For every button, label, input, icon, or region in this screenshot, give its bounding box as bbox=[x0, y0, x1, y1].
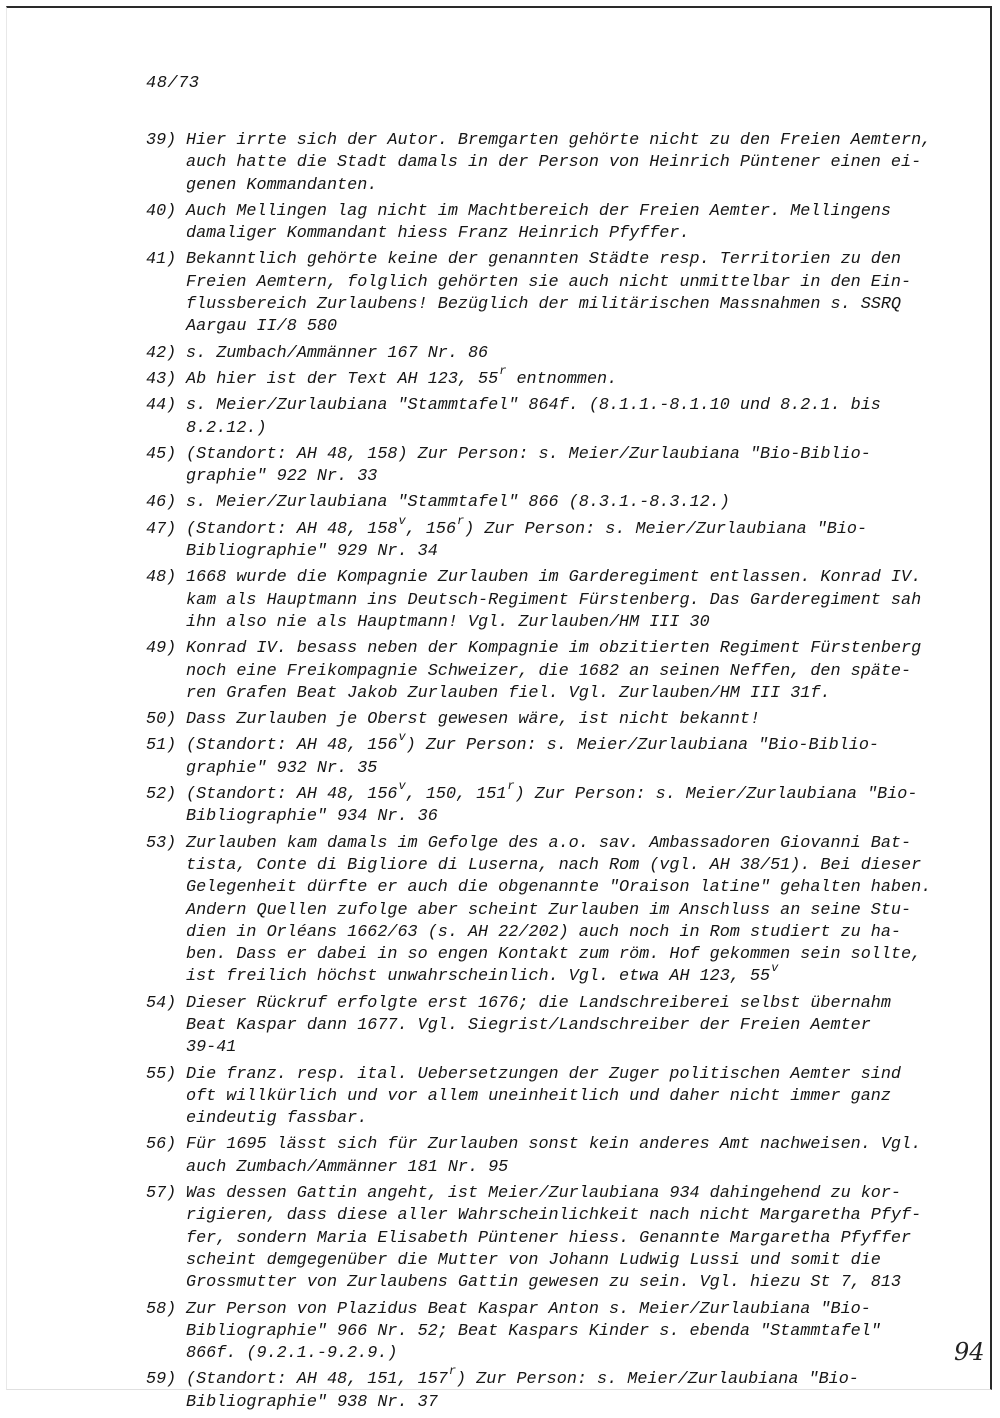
footnote bbox=[146, 395, 946, 440]
footnote-text bbox=[186, 833, 946, 989]
footnote-number: 51) bbox=[146, 736, 177, 756]
footnote-text bbox=[186, 130, 946, 197]
footnote-number: 52) bbox=[146, 785, 177, 805]
footnote-text bbox=[186, 1183, 946, 1294]
footnote-line: (Standort: AH 48, 151, 157r) Zur Person: s. Meier/Zurlaubiana "Bio- bbox=[186, 1364, 859, 1390]
footnote bbox=[146, 343, 946, 365]
footnote-line: Grossmutter von Zurlaubens Gattin gewesen zu sein. Vgl. hiezu St 7, 813 bbox=[186, 1273, 901, 1293]
footnote-line: ist freilich höchst unwahrscheinlich. Vgl. etwa AH 123, 55v bbox=[186, 961, 779, 987]
footnote-text bbox=[186, 709, 946, 731]
footnote-text bbox=[186, 1364, 946, 1414]
footnote-text bbox=[186, 343, 946, 365]
footnote bbox=[146, 130, 946, 197]
footnote-line: Die franz. resp. ital. Uebersetzungen der Zuger politischen Aemter sind bbox=[186, 1064, 901, 1084]
footnote-line: damaliger Kommandant hiess Franz Heinrich Pfyffer. bbox=[186, 224, 690, 244]
footnote-line: noch eine Freikompagnie Schweizer, die 1682 an seinen Neffen, den späte- bbox=[186, 661, 912, 681]
footnote-line: 39-41 bbox=[186, 1038, 237, 1058]
footnote bbox=[146, 492, 946, 514]
footnote-line: (Standort: AH 48, 156v, 150, 151r) Zur Person: s. Meier/Zurlaubiana "Bio- bbox=[186, 779, 918, 805]
footnote-text bbox=[186, 444, 946, 489]
footnote bbox=[146, 638, 946, 705]
footnote-line: dien in Orléans 1662/63 (s. AH 22/202) auch noch in Rom studiert zu ha- bbox=[186, 922, 901, 942]
footnote-line: Dass Zurlauben je Oberst gewesen wäre, ist nicht bekannt! bbox=[186, 710, 761, 730]
footnote-line: (Standort: AH 48, 156v) Zur Person: s. Meier/Zurlaubiana "Bio-Biblio- bbox=[186, 730, 879, 756]
text-run: ) Zur Person: s. Meier/Zurlaubiana "Bio- bbox=[456, 1370, 859, 1390]
text-run: ) Zur Person: s. Meier/Zurlaubiana "Bio- bbox=[464, 519, 868, 539]
footnote-text bbox=[186, 395, 946, 440]
text-run: (Standort: AH 48, 156 bbox=[186, 736, 398, 756]
footnote-line: Andern Quellen zufolge aber scheint Zurlauben im Anschluss an seine Stu- bbox=[186, 900, 912, 920]
footnote bbox=[146, 363, 946, 391]
footnote-line: scheint demgegenüber die Mutter von Johann Ludwig Lussi und somit die bbox=[186, 1250, 881, 1270]
footnote-text bbox=[186, 567, 946, 634]
footnote-line: Zur Person von Plazidus Beat Kaspar Anton s. Meier/Zurlaubiana "Bio- bbox=[186, 1299, 871, 1319]
text-run: ) Zur Person: s. Meier/Zurlaubiana "Bio- bbox=[514, 785, 918, 805]
footnote-line: Bibliographie" 929 Nr. 34 bbox=[186, 542, 438, 562]
page-number: 48/73 bbox=[146, 74, 200, 93]
footnote-number: 41) bbox=[146, 250, 177, 270]
footnote-line: (Standort: AH 48, 158v, 156r) Zur Person: s. Meier/Zurlaubiana "Bio- bbox=[186, 513, 868, 539]
footnote-line: Ab hier ist der Text AH 123, 55r entnommen. bbox=[186, 363, 618, 389]
text-run: entnommen. bbox=[506, 369, 618, 389]
text-run: ist freilich höchst unwahrscheinlich. Vgl. etwa AH 123, 55 bbox=[186, 967, 771, 987]
footnote-line: kam als Hauptmann ins Deutsch-Regiment Fürstenberg. Das Garderegiment sah bbox=[186, 590, 922, 610]
footnote-line: Dieser Rückruf erfolgte erst 1676; die Landschreiberei selbst übernahm bbox=[186, 993, 891, 1013]
footnote bbox=[146, 513, 946, 564]
footnote-line: Hier irrte sich der Autor. Bremgarten gehörte nicht zu den Freien Aemtern, bbox=[186, 131, 932, 150]
text-run: Ab hier ist der Text AH 123, 55 bbox=[186, 369, 499, 389]
footnote-line: genen Kommandanten. bbox=[186, 175, 378, 195]
footnote-number: 45) bbox=[146, 444, 177, 464]
footnote-line: Zurlauben kam damals im Gefolge des a.o. sav. Ambassadoren Giovanni Bat- bbox=[186, 833, 912, 853]
footnote-text bbox=[186, 492, 946, 514]
footnote-line: graphie" 922 Nr. 33 bbox=[186, 467, 378, 487]
footnote-line: Bekanntlich gehörte keine der genannten Städte resp. Territorien zu den bbox=[186, 250, 901, 270]
footnote-line: Gelegenheit dürfte er auch die obgenannte "Oraison latine" gehalten haben. bbox=[186, 878, 932, 898]
footnote-line: graphie" 932 Nr. 35 bbox=[186, 758, 378, 778]
footnote-number: 56) bbox=[146, 1135, 177, 1155]
footnote-number: 50) bbox=[146, 710, 177, 730]
footnote-number: 40) bbox=[146, 201, 177, 221]
footnote-number: 46) bbox=[146, 493, 177, 513]
text-run: , 150, 151 bbox=[405, 785, 507, 805]
text-run: ) Zur Person: s. Meier/Zurlaubiana "Bio-Biblio- bbox=[405, 736, 879, 756]
footnote-line: 866f. (9.2.1.-9.2.9.) bbox=[186, 1344, 398, 1364]
text-run: , 156 bbox=[405, 519, 457, 539]
footnote-line: ihn also nie als Hauptmann! Vgl. Zurlauben/HM III 30 bbox=[186, 612, 710, 632]
footnote-number: 44) bbox=[146, 396, 177, 416]
footnote-text bbox=[186, 730, 946, 780]
footnote-line: Bibliographie" 966 Nr. 52; Beat Kaspars Kinder s. ebenda "Stammtafel" bbox=[186, 1321, 881, 1341]
footnote-text bbox=[186, 1134, 946, 1179]
footnote-line: ren Grafen Beat Jakob Zurlauben fiel. Vgl. Zurlauben/HM III 31f. bbox=[186, 683, 831, 703]
footnote-line: tista, Conte di Bigliore di Luserna, nach Rom (vgl. AH 38/51). Bei dieser bbox=[186, 855, 922, 875]
footnote-number: 58) bbox=[146, 1299, 177, 1319]
footnote bbox=[146, 709, 946, 731]
footnote-text bbox=[186, 249, 946, 338]
footnote-number: 43) bbox=[146, 369, 177, 389]
footnote bbox=[146, 833, 946, 989]
footnote-line: Freien Aemtern, folglich gehörten sie auch nicht unmittelbar in den Ein- bbox=[186, 272, 912, 292]
footnote bbox=[146, 1299, 946, 1366]
footnote-line: rigieren, dass diese aller Wahrscheinlichkeit nach nicht Margaretha Pfyf- bbox=[186, 1206, 922, 1226]
footnote bbox=[146, 1183, 946, 1294]
footnote-line: 1668 wurde die Kompagnie Zurlauben im Garderegiment entlassen. Konrad IV. bbox=[186, 568, 922, 588]
footnote-number: 53) bbox=[146, 833, 177, 853]
footnote-number: 55) bbox=[146, 1064, 177, 1084]
footnote-line: Was dessen Gattin angeht, ist Meier/Zurlaubiana 934 dahingehend zu kor- bbox=[186, 1184, 901, 1204]
footnote bbox=[146, 444, 946, 489]
footnote-text bbox=[186, 363, 946, 391]
footnote bbox=[146, 1364, 946, 1414]
footnote-line: 8.2.12.) bbox=[186, 418, 267, 438]
footnote-number: 57) bbox=[146, 1184, 177, 1204]
footnote-text bbox=[186, 1064, 946, 1131]
text-run: (Standort: AH 48, 158 bbox=[186, 519, 398, 539]
footnote-line: Für 1695 lässt sich für Zurlauben sonst kein anderes Amt nachweisen. Vgl. bbox=[186, 1135, 922, 1155]
footnote-line: auch Zumbach/Ammänner 181 Nr. 95 bbox=[186, 1157, 509, 1177]
footnote-line: Beat Kaspar dann 1677. Vgl. Siegrist/Landschreiber der Freien Aemter bbox=[186, 1015, 871, 1035]
footnote-number: 42) bbox=[146, 343, 177, 363]
footnote-text bbox=[186, 1299, 946, 1366]
footnote-line: Aargau II/8 580 bbox=[186, 317, 338, 337]
footnote bbox=[146, 249, 946, 338]
footnote bbox=[146, 779, 946, 829]
footnote bbox=[146, 201, 946, 246]
footnote-number: 47) bbox=[146, 519, 177, 539]
footnote bbox=[146, 993, 946, 1060]
footnote-line: oft willkürlich und vor allem uneinheitlich und daher nicht immer ganz bbox=[186, 1086, 891, 1106]
text-run: (Standort: AH 48, 151, 157 bbox=[186, 1370, 448, 1390]
footnote-line: Auch Mellingen lag nicht im Machtbereich der Freien Aemter. Mellingens bbox=[186, 201, 891, 221]
footnote-number: 59) bbox=[146, 1370, 177, 1390]
footnote bbox=[146, 567, 946, 634]
text-run: (Standort: AH 48, 156 bbox=[186, 785, 398, 805]
footnote-number: 49) bbox=[146, 639, 177, 659]
footnote bbox=[146, 1064, 946, 1131]
footnote-line: eindeutig fassbar. bbox=[186, 1109, 368, 1129]
handwritten-folio-number: 94 bbox=[954, 1338, 985, 1366]
footnote-text bbox=[186, 779, 946, 829]
footnote-text bbox=[186, 201, 946, 246]
footnote bbox=[146, 730, 946, 780]
footnote-line: Konrad IV. besass neben der Kompagnie im obzitierten Regiment Fürstenberg bbox=[186, 639, 922, 659]
footnote-line: s. Meier/Zurlaubiana "Stammtafel" 864f. (8.1.1.-8.1.10 und 8.2.1. bis bbox=[186, 396, 881, 416]
footnote-number: 48) bbox=[146, 568, 177, 588]
footnote-line: flussbereich Zurlaubens! Bezüglich der militärischen Massnahmen s. SSRQ bbox=[186, 295, 901, 315]
footnote-text bbox=[186, 638, 946, 705]
footnote-text bbox=[186, 513, 946, 564]
footnotes-list bbox=[146, 130, 946, 1418]
footnote-line: s. Meier/Zurlaubiana "Stammtafel" 866 (8.3.1.-8.3.12.) bbox=[186, 493, 730, 513]
footnote-line: ben. Dass er dabei in so engen Kontakt zum röm. Hof gekommen sein sollte, bbox=[186, 945, 922, 965]
footnote-line: s. Zumbach/Ammänner 167 Nr. 86 bbox=[186, 343, 489, 363]
footnote-number: 39) bbox=[146, 131, 177, 150]
footnote-line: Bibliographie" 938 Nr. 37 bbox=[186, 1392, 438, 1412]
footnote-line: fer, sondern Maria Elisabeth Püntener hiess. Genannte Margaretha Pfyffer bbox=[186, 1228, 912, 1248]
footnote-number: 54) bbox=[146, 993, 177, 1013]
footnote-line: (Standort: AH 48, 158) Zur Person: s. Meier/Zurlaubiana "Bio-Biblio- bbox=[186, 444, 871, 464]
footnote-text bbox=[186, 993, 946, 1060]
footnote-line: Bibliographie" 934 Nr. 36 bbox=[186, 807, 438, 827]
footnote bbox=[146, 1134, 946, 1179]
footnote-line: auch hatte die Stadt damals in der Person von Heinrich Püntener einen ei- bbox=[186, 153, 922, 173]
